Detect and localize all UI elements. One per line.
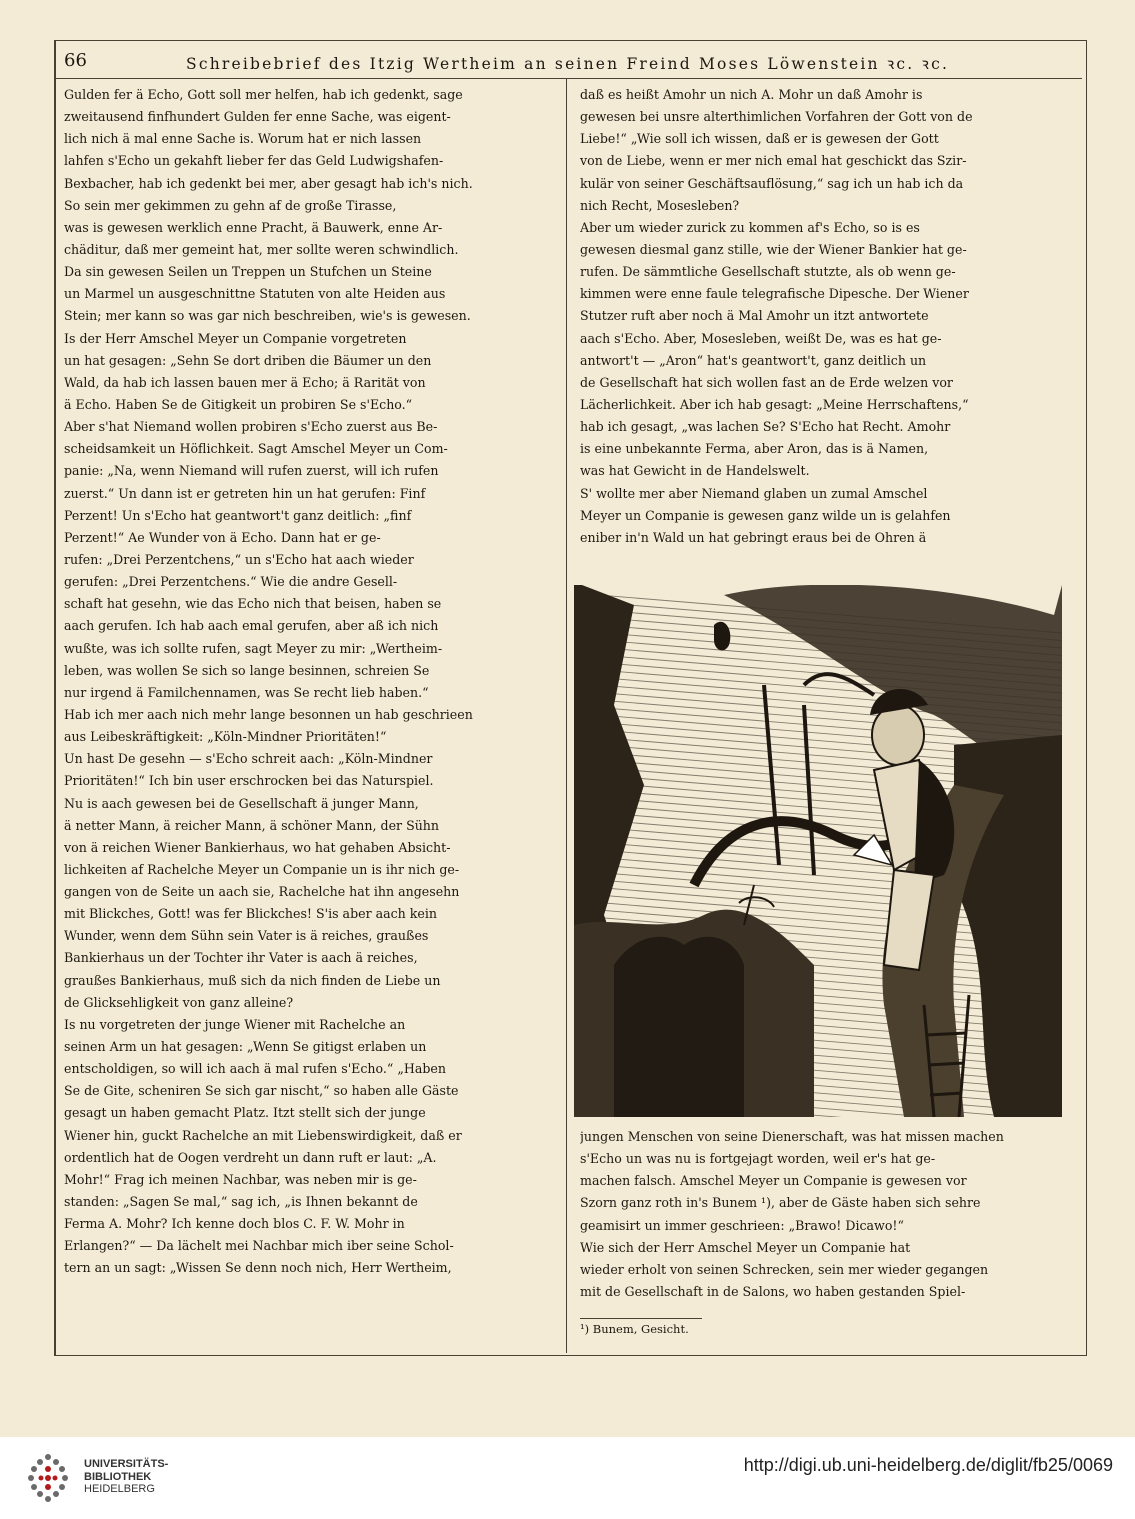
text-line: Szorn ganz roth in's Bunem ¹), aber de Gäste haben sich sehre [580, 1195, 981, 1211]
text-line: Is nu vorgetreten der junge Wiener mit Rachelche an [64, 1016, 406, 1032]
text-line: Hab ich mer aach nich mehr lange besonnen un hab geschrieen [64, 706, 473, 722]
text-line: chäditur, daß mer gemeint hat, mer sollte weren schwindlich. [64, 241, 459, 257]
text-line: zweitausend finfhundert Gulden fer enne Sache, was eigent- [64, 109, 451, 125]
text-line: Wald, da hab ich lassen bauen mer ä Echo; ä Rarität von [64, 374, 426, 390]
right-column-bottom [580, 1126, 1074, 1303]
text-line: s'Echo un was nu is fortgejagt worden, weil er's hat ge- [580, 1151, 936, 1167]
text-line: S' wollte mer aber Niemand glaben un zumal Amschel [580, 485, 928, 501]
woodcut-illustration [574, 585, 1062, 1117]
text-line: Stutzer ruft aber noch ä Mal Amohr un itzt antwortete [580, 308, 929, 324]
text-line: scheidsamkeit un Höflichkeit. Sagt Amschel Meyer un Com- [64, 441, 448, 457]
text-line: tern an un sagt: „Wissen Se denn noch nich, Herr Wertheim, [64, 1260, 452, 1276]
library-name-line3: HEIDELBERG [84, 1483, 155, 1495]
running-head: Schreibebrief des Itzig Wertheim an seinen Freind Moses Löwenstein ꝛc. ꝛc. [186, 55, 950, 73]
text-line: kimmen were enne faule telegrafische Dipesche. Der Wiener [580, 286, 969, 302]
text-line: lahfen s'Echo un gekahft lieber fer das Geld Ludwigshafen- [64, 153, 444, 169]
text-line: gangen von de Seite un aach sie, Rachelche hat ihn angesehn [64, 884, 460, 900]
text-line: Wunder, wenn dem Sühn sein Vater is ä reiches, graußes [64, 928, 429, 944]
right-column-top [580, 84, 1074, 549]
page-header [56, 44, 1082, 79]
text-line: Nu is aach gewesen bei de Gesellschaft ä junger Mann, [64, 795, 419, 811]
text-line: hab ich gesagt, „was lachen Se? S'Echo hat Recht. Amohr [580, 419, 951, 435]
text-line: leben, was wollen Se sich so lange besinnen, schreien Se [64, 662, 430, 678]
text-line: Mohr!“ Frag ich meinen Nachbar, was neben mir is ge- [64, 1171, 417, 1187]
text-line: machen falsch. Amschel Meyer un Companie is gewesen vor [580, 1173, 967, 1189]
footnote-rule [580, 1318, 702, 1319]
text-line: Wie sich der Herr Amschel Meyer un Companie hat [580, 1239, 911, 1255]
library-name [84, 1458, 168, 1496]
text-line: Bankierhaus un der Tochter ihr Vater is aach ä reiches, [64, 950, 418, 966]
university-logo-icon [18, 1449, 78, 1509]
text-line: eniber in'n Wald un hat gebringt eraus bei de Ohren ä [580, 529, 927, 545]
text-line: rufen: „Drei Perzentchens,“ un s'Echo hat aach wieder [64, 551, 414, 567]
text-line: Stein; mer kann so was gar nich beschreiben, wie's is gewesen. [64, 308, 471, 324]
text-line: von de Liebe, wenn er mer nich emal hat geschickt das Szir- [580, 153, 967, 169]
text-line: Aber s'hat Niemand wollen probiren s'Echo zuerst aus Be- [64, 419, 438, 435]
text-line: was hat Gewicht in de Handelswelt. [580, 463, 810, 479]
source-url[interactable]: http://digi.ub.uni-heidelberg.de/diglit/fb25/0069 [743, 1455, 1113, 1475]
text-line: Da sin gewesen Seilen un Treppen un Stufchen un Steine [64, 264, 432, 280]
text-line: aach s'Echo. Aber, Mosesleben, weißt De, was es hat ge- [580, 330, 942, 346]
text-line: wußte, was ich sollte rufen, sagt Meyer zu mir: „Wertheim- [64, 640, 443, 656]
text-line: Aber um wieder zurick zu kommen af's Echo, so is es [580, 219, 920, 235]
text-line: graußes Bankierhaus, muß sich da nich finden de Liebe un [64, 972, 441, 988]
footnote: ¹) Bunem, Gesicht. [580, 1322, 689, 1336]
text-line: Meyer un Companie is gewesen ganz wilde un is gelahfen [580, 507, 951, 523]
library-name-line2: BIBLIOTHEK [84, 1470, 152, 1483]
left-column [64, 84, 546, 1280]
text-line: Is der Herr Amschel Meyer un Companie vorgetreten [64, 330, 407, 346]
text-line: was is gewesen werklich enne Pracht, ä Bauwerk, enne Ar- [64, 219, 443, 235]
text-line: Erlangen?“ — Da lächelt mei Nachbar mich iber seine Schol- [64, 1238, 454, 1254]
text-line: lich nich ä mal enne Sache is. Worum hat er nich lassen [64, 131, 422, 147]
text-line: schaft hat gesehn, wie das Echo nich that beisen, haben se [64, 596, 442, 612]
page-number: 66 [64, 50, 87, 71]
text-line: Ferma A. Mohr? Ich kenne doch blos C. F. W. Mohr in [64, 1216, 405, 1232]
text-line: entscholdigen, so will ich aach ä mal rufen s'Echo.“ „Haben [64, 1061, 446, 1077]
library-footer-bar [0, 1437, 1135, 1519]
text-line: standen: „Sagen Se mal,“ sag ich, „is Ihnen bekannt de [64, 1194, 418, 1210]
text-line: seinen Arm un hat gesagen: „Wenn Se gitigst erlaben un [64, 1039, 427, 1055]
text-line: wieder erholt von seinen Schrecken, sein mer wieder gegangen [580, 1261, 989, 1277]
text-line: Wiener hin, guckt Rachelche an mit Liebenswirdigkeit, daß er [64, 1127, 462, 1143]
text-line: nich Recht, Mosesleben? [580, 197, 740, 213]
text-line: Perzent! Un s'Echo hat geantwort't ganz deitlich: „finf [64, 507, 412, 523]
text-line: antwort't — „Aron“ hat's geantwort't, ganz deitlich un [580, 352, 927, 368]
text-line: gewesen bei unsre alterthimlichen Vorfahren der Gott von de [580, 109, 973, 125]
text-line: kulär von seiner Geschäftsauflösung,“ sag ich un hab ich da [580, 175, 964, 191]
text-line: gesagt un haben gemacht Platz. Itzt stellt sich der junge [64, 1105, 426, 1121]
text-line: Un hast De gesehn — s'Echo schreit aach: „Köln-Mindner [64, 751, 433, 767]
text-line: un hat gesagen: „Sehn Se dort driben die Bäumer un den [64, 352, 432, 368]
text-line: is eine unbekannte Ferma, aber Aron, das is ä Namen, [580, 441, 929, 457]
text-line: nur irgend ä Familchennamen, was Se recht lieb haben.“ [64, 684, 429, 700]
text-line: ä netter Mann, ä reicher Mann, ä schöner Mann, der Sühn [64, 817, 440, 833]
text-line: Bexbacher, hab ich gedenkt bei mer, aber gesagt hab ich's nich. [64, 175, 473, 191]
text-line: Se de Gite, scheniren Se sich gar nischt,“ so haben alle Gäste [64, 1083, 459, 1099]
text-line: de Gesellschaft hat sich wollen fast an de Erde welzen vor [580, 374, 953, 390]
text-line: geamisirt un immer geschrieen: „Brawo! Dicawo!“ [580, 1217, 904, 1233]
text-line: ordentlich hat de Oogen verdreht un dann ruft er laut: „A. [64, 1149, 437, 1165]
text-line: gerufen: „Drei Perzentchens.“ Wie die andre Gesell- [64, 574, 398, 590]
text-line: zuerst.“ Un dann ist er getreten hin un hat gerufen: Finf [64, 485, 426, 501]
column-divider [566, 79, 567, 1353]
text-line: panie: „Na, wenn Niemand will rufen zuerst, will ich rufen [64, 463, 439, 479]
text-line: Perzent!“ Ae Wunder von ä Echo. Dann hat er ge- [64, 529, 381, 545]
library-name-line1: UNIVERSITÄTS- [84, 1458, 169, 1470]
text-line: Prioritäten!“ Ich bin user erschrocken bei das Naturspiel. [64, 773, 434, 789]
text-line: de Glicksehligkeit von ganz alleine? [64, 994, 294, 1010]
text-line: daß es heißt Amohr un nich A. Mohr un daß Amohr is [580, 87, 923, 102]
text-line: ä Echo. Haben Se de Gitigkeit un probiren Se s'Echo.“ [64, 396, 413, 412]
text-line: lichkeiten af Rachelche Meyer un Companie un is ihr nich ge- [64, 861, 460, 877]
text-line: aus Leibeskräftigkeit: „Köln-Mindner Prioritäten!“ [64, 729, 387, 745]
text-line: jungen Menschen von seine Dienerschaft, was hat missen machen [580, 1129, 1004, 1144]
text-line: aach gerufen. Ich hab aach emal gerufen, aber aß ich nich [64, 618, 439, 634]
text-line: gewesen diesmal ganz stille, wie der Wiener Bankier hat ge- [580, 241, 967, 257]
text-line: mit de Gesellschaft in de Salons, wo haben gestanden Spiel- [580, 1283, 966, 1299]
text-line: Liebe!“ „Wie soll ich wissen, daß er is gewesen der Gott [580, 131, 939, 147]
text-line: von ä reichen Wiener Bankierhaus, wo hat gehaben Absicht- [64, 839, 451, 855]
text-line: So sein mer gekimmen zu gehn af de große Tirasse, [64, 197, 397, 213]
text-line: Gulden fer ä Echo, Gott soll mer helfen, hab ich gedenkt, sage [64, 87, 463, 102]
text-line: un Marmel un ausgeschnittne Statuten von alte Heiden aus [64, 286, 446, 302]
text-line: Lächerlichkeit. Aber ich hab gesagt: „Meine Herrschaftens,“ [580, 396, 969, 412]
text-line: mit Blickches, Gott! was fer Blickches! S'is aber aach kein [64, 906, 438, 922]
text-line: rufen. De sämmtliche Gesellschaft stutzte, als ob wenn ge- [580, 264, 956, 280]
